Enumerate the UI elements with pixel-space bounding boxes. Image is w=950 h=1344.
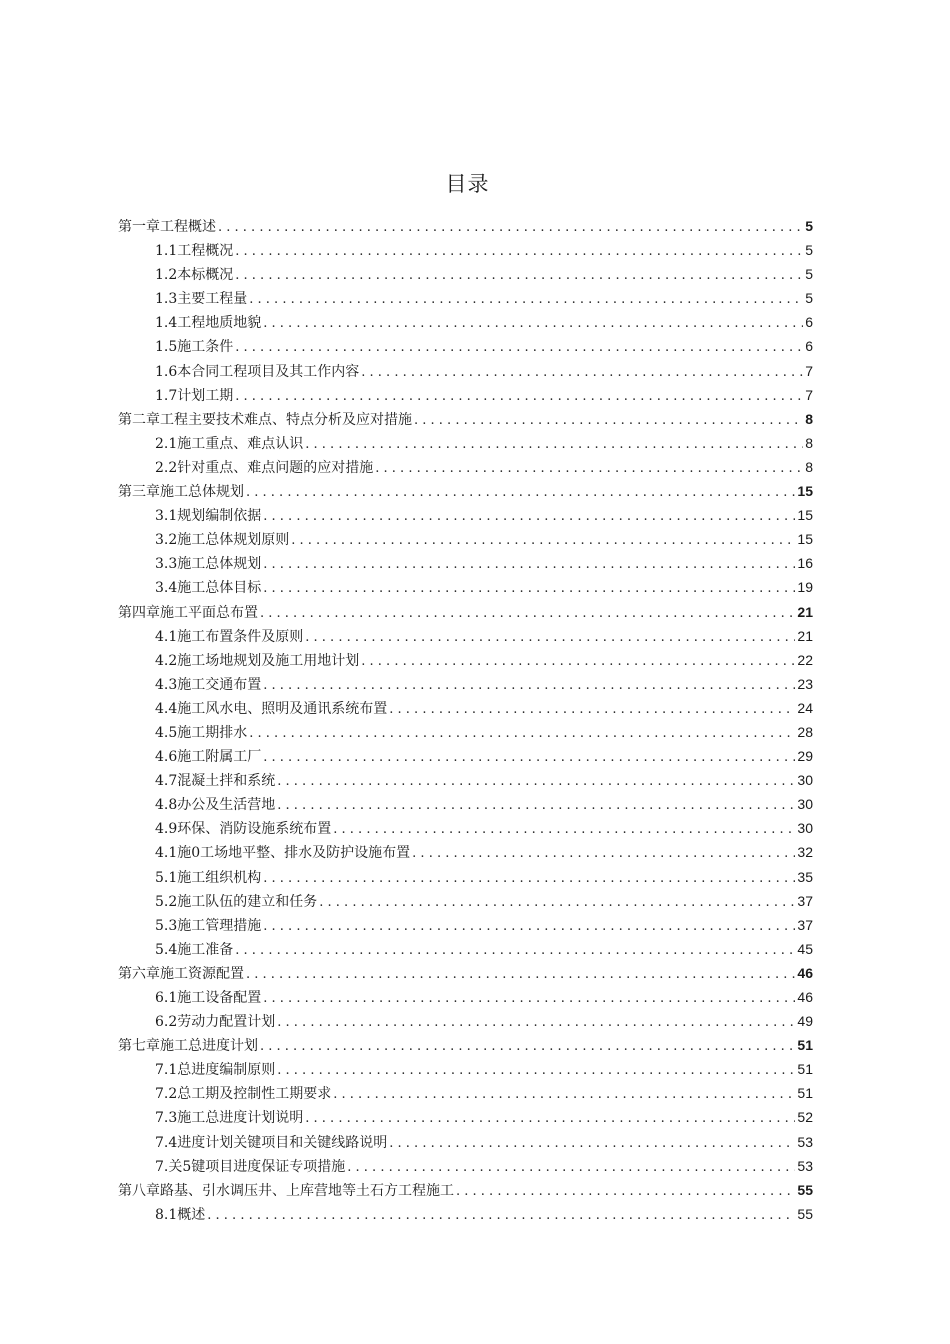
toc-dot-leader [277,1059,795,1081]
toc-entry-text: 7.3施工总进度计划说明 [155,1110,304,1127]
toc-section-entry[interactable] [118,359,813,383]
toc-page-number: 7 [805,362,813,379]
toc-page-number: 37 [797,892,813,909]
toc-section-entry[interactable] [118,792,813,816]
toc-entry-text: 4.5施工期排水 [155,724,248,741]
toc-page-number: 51 [797,1061,813,1078]
toc-chapter-entry[interactable] [118,1178,813,1202]
toc-page-number: 53 [797,1157,813,1174]
toc-entry-text: 4.4施工风水电、照明及通讯系统布置 [155,700,388,717]
toc-section-entry[interactable] [118,672,813,696]
toc-section-entry[interactable] [118,286,813,310]
toc-section-entry[interactable] [118,1202,813,1226]
toc-chapter-entry[interactable] [118,600,813,624]
toc-section-entry[interactable] [118,985,813,1009]
toc-section-entry[interactable] [118,913,813,937]
toc-entry-text: 7.1总进度编制原则 [155,1062,276,1079]
toc-section-entry[interactable] [118,1130,813,1154]
toc-page-number: 37 [797,916,813,933]
toc-entry-text: 1.5施工条件 [155,339,234,356]
toc-section-entry[interactable] [118,262,813,286]
toc-section-entry[interactable] [118,431,813,455]
toc-dot-leader [263,312,803,334]
toc-section-entry[interactable] [118,527,813,551]
toc-chapter-entry[interactable] [118,1033,813,1057]
toc-dot-leader [235,264,803,286]
toc-page-number: 19 [797,579,813,596]
toc-section-entry[interactable] [118,744,813,768]
toc-page-number: 8 [805,410,813,427]
toc-entry-text: 1.1工程概况 [155,243,234,260]
toc-dot-leader [263,746,795,768]
toc-dot-leader [235,240,803,262]
toc-entry-text: 4.2施工场地规划及施工用地计划 [155,652,360,669]
toc-page-number: 35 [797,868,813,885]
toc-dot-leader [249,722,795,744]
toc-dot-leader [277,1011,795,1033]
toc-section-entry[interactable] [118,310,813,334]
toc-dot-leader [361,650,795,672]
toc-page-number: 29 [797,748,813,765]
toc-page-number: 21 [797,627,813,644]
toc-section-entry[interactable] [118,503,813,527]
toc-dot-leader [260,602,795,624]
toc-entry-text: 第八章路基、引水调压井、上库营地等土石方工程施工 [118,1182,454,1199]
toc-page-number: 16 [797,555,813,572]
toc-section-entry[interactable] [118,816,813,840]
toc-entry-text: 7.2总工期及控制性工期要求 [155,1086,332,1103]
toc-chapter-entry[interactable] [118,214,813,238]
toc-page-number: 8 [805,434,813,451]
toc-dot-leader [263,915,795,937]
toc-section-entry[interactable] [118,696,813,720]
toc-title: 目录 [445,172,490,196]
toc-dot-leader [277,794,795,816]
toc-entry-text: 1.6本合同工程项目及其工作内容 [155,363,360,380]
toc-section-entry[interactable] [118,455,813,479]
toc-entry-text: 1.4工程地质地貌 [155,315,262,332]
toc-dot-leader [249,288,803,310]
toc-entry-text: 5.1施工组织机构 [155,869,262,886]
toc-section-entry[interactable] [118,1009,813,1033]
toc-dot-leader [305,433,803,455]
toc-page-number: 15 [797,483,813,500]
toc-entry-text: 4.9环保、消防设施系统布置 [155,821,332,838]
toc-dot-leader [347,1156,795,1178]
toc-dot-leader [333,1083,795,1105]
toc-entry-text: 3.1规划编制依据 [155,508,262,525]
toc-entry-text: 第一章工程概述 [118,219,216,235]
toc-section-entry[interactable] [118,1154,813,1178]
toc-page-number: 52 [797,1109,813,1126]
toc-page-number: 30 [797,820,813,837]
toc-dot-leader [246,481,795,503]
toc-entry-text: 4.1施0工场地平整、排水及防护设施布置 [155,845,411,862]
toc-entry-text: 4.3施工交通布置 [155,676,262,693]
toc-section-entry[interactable] [118,624,813,648]
toc-page-number: 24 [797,699,813,716]
toc-page-number: 23 [797,675,813,692]
toc-dot-leader [235,939,795,961]
toc-dot-leader [218,216,803,238]
toc-entry-text: 3.2施工总体规划原则 [155,532,290,549]
toc-dot-leader [207,1204,795,1226]
toc-entry-text: 第六章施工资源配置 [118,965,244,982]
toc-chapter-entry[interactable] [118,961,813,985]
toc-page-number: 53 [797,1133,813,1150]
toc-section-entry[interactable] [118,768,813,792]
toc-page-number: 55 [797,1181,813,1198]
toc-entry-text: 2.2针对重点、难点问题的应对措施 [155,459,374,476]
toc-entry-text: 6.2劳动力配置计划 [155,1014,276,1031]
toc-dot-leader [375,457,803,479]
toc-entry-text: 5.3施工管理措施 [155,917,262,934]
toc-dot-leader [263,505,795,527]
toc-dot-leader [414,409,803,431]
toc-section-entry[interactable] [118,1057,813,1081]
toc-dot-leader [361,361,803,383]
toc-section-entry[interactable] [118,1081,813,1105]
toc-page-number: 46 [797,989,813,1005]
toc-page-number: 51 [797,1085,813,1102]
toc-section-entry[interactable] [118,720,813,744]
toc-page-number: 5 [805,266,813,283]
toc-entry-text: 1.3主要工程量 [155,291,248,308]
toc-dot-leader [291,529,795,551]
toc-page-number: 5 [805,218,813,234]
toc-section-entry[interactable] [118,334,813,358]
toc-page-number: 22 [797,651,813,668]
toc-page-number: 6 [805,338,813,355]
toc-page-number: 8 [805,458,813,475]
toc-dot-leader [263,674,795,696]
toc-section-entry[interactable] [118,238,813,262]
toc-entry-text: 第二章工程主要技术难点、特点分析及应对措施 [118,411,412,428]
toc-page-number: 49 [797,1013,813,1030]
toc-dot-leader [235,385,803,407]
toc-section-entry[interactable] [118,1105,813,1129]
toc-page-number: 30 [797,796,813,813]
toc-page-number: 28 [797,723,813,740]
toc-dot-leader [263,577,795,599]
toc-section-entry[interactable] [118,937,813,961]
toc-page-number: 32 [797,844,813,861]
toc-entry-text: 4.6施工附属工厂 [155,749,262,766]
toc-entry-text: 8.1概述 [155,1206,206,1223]
toc-page-number: 51 [797,1037,813,1054]
toc-entry-text: 第三章施工总体规划 [118,484,244,501]
toc-dot-leader [235,336,803,358]
toc-section-entry[interactable] [118,648,813,672]
toc-list [118,214,813,1226]
toc-section-entry[interactable] [118,865,813,889]
toc-page-number: 7 [805,386,813,403]
toc-dot-leader [333,818,795,840]
toc-page-number: 46 [797,964,813,981]
toc-entry-text: 6.1施工设备配置 [155,990,262,1006]
toc-section-entry[interactable] [118,551,813,575]
toc-dot-leader [263,987,795,1009]
toc-page-number: 15 [797,507,813,524]
toc-chapter-entry[interactable] [118,479,813,503]
toc-dot-leader [389,698,795,720]
toc-page-number: 15 [797,531,813,548]
toc-dot-leader [389,1132,795,1154]
toc-dot-leader [456,1180,795,1202]
toc-entry-text: 1.7计划工期 [155,387,234,404]
toc-dot-leader [260,1035,795,1057]
toc-dot-leader [305,1107,795,1129]
toc-page-number: 45 [797,940,813,957]
toc-entry-text: 4.1施工布置条件及原则 [155,628,304,645]
toc-entry-text: 7.4进度计划关键项目和关键线路说明 [155,1134,388,1151]
toc-section-entry[interactable] [118,383,813,407]
toc-section-entry[interactable] [118,575,813,599]
toc-section-entry[interactable] [118,889,813,913]
toc-entry-text: 2.1施工重点、难点认识 [155,435,304,452]
toc-entry-text: 第四章施工平面总布置 [118,604,258,621]
toc-entry-text: 第七章施工总进度计划 [118,1038,258,1055]
toc-page-number: 5 [805,242,813,259]
toc-dot-leader [246,963,795,985]
toc-dot-leader [319,891,795,913]
toc-entry-text: 5.4施工准备 [155,941,234,958]
toc-dot-leader [263,553,795,575]
toc-page-number: 5 [805,290,813,307]
toc-entry-text: 4.8办公及生活营地 [155,797,276,814]
toc-dot-leader [412,842,795,864]
toc-dot-leader [263,867,795,889]
toc-page-number: 6 [805,314,813,331]
toc-entry-text: 3.4施工总体目标 [155,580,262,597]
toc-chapter-entry[interactable] [118,407,813,431]
toc-dot-leader [277,770,795,792]
toc-entry-text: 1.2本标概况 [155,267,234,284]
toc-dot-leader [305,626,795,648]
toc-page-number: 55 [797,1205,813,1222]
toc-entry-text: 4.7混凝土拌和系统 [155,773,276,790]
toc-entry-text: 7.关5键项目进度保证专项措施 [155,1158,346,1175]
toc-entry-text: 3.3施工总体规划 [155,556,262,573]
toc-entry-text: 5.2施工队伍的建立和任务 [155,893,318,910]
toc-section-entry[interactable] [118,840,813,864]
toc-page-number: 30 [797,772,813,789]
toc-page-number: 21 [797,603,813,620]
